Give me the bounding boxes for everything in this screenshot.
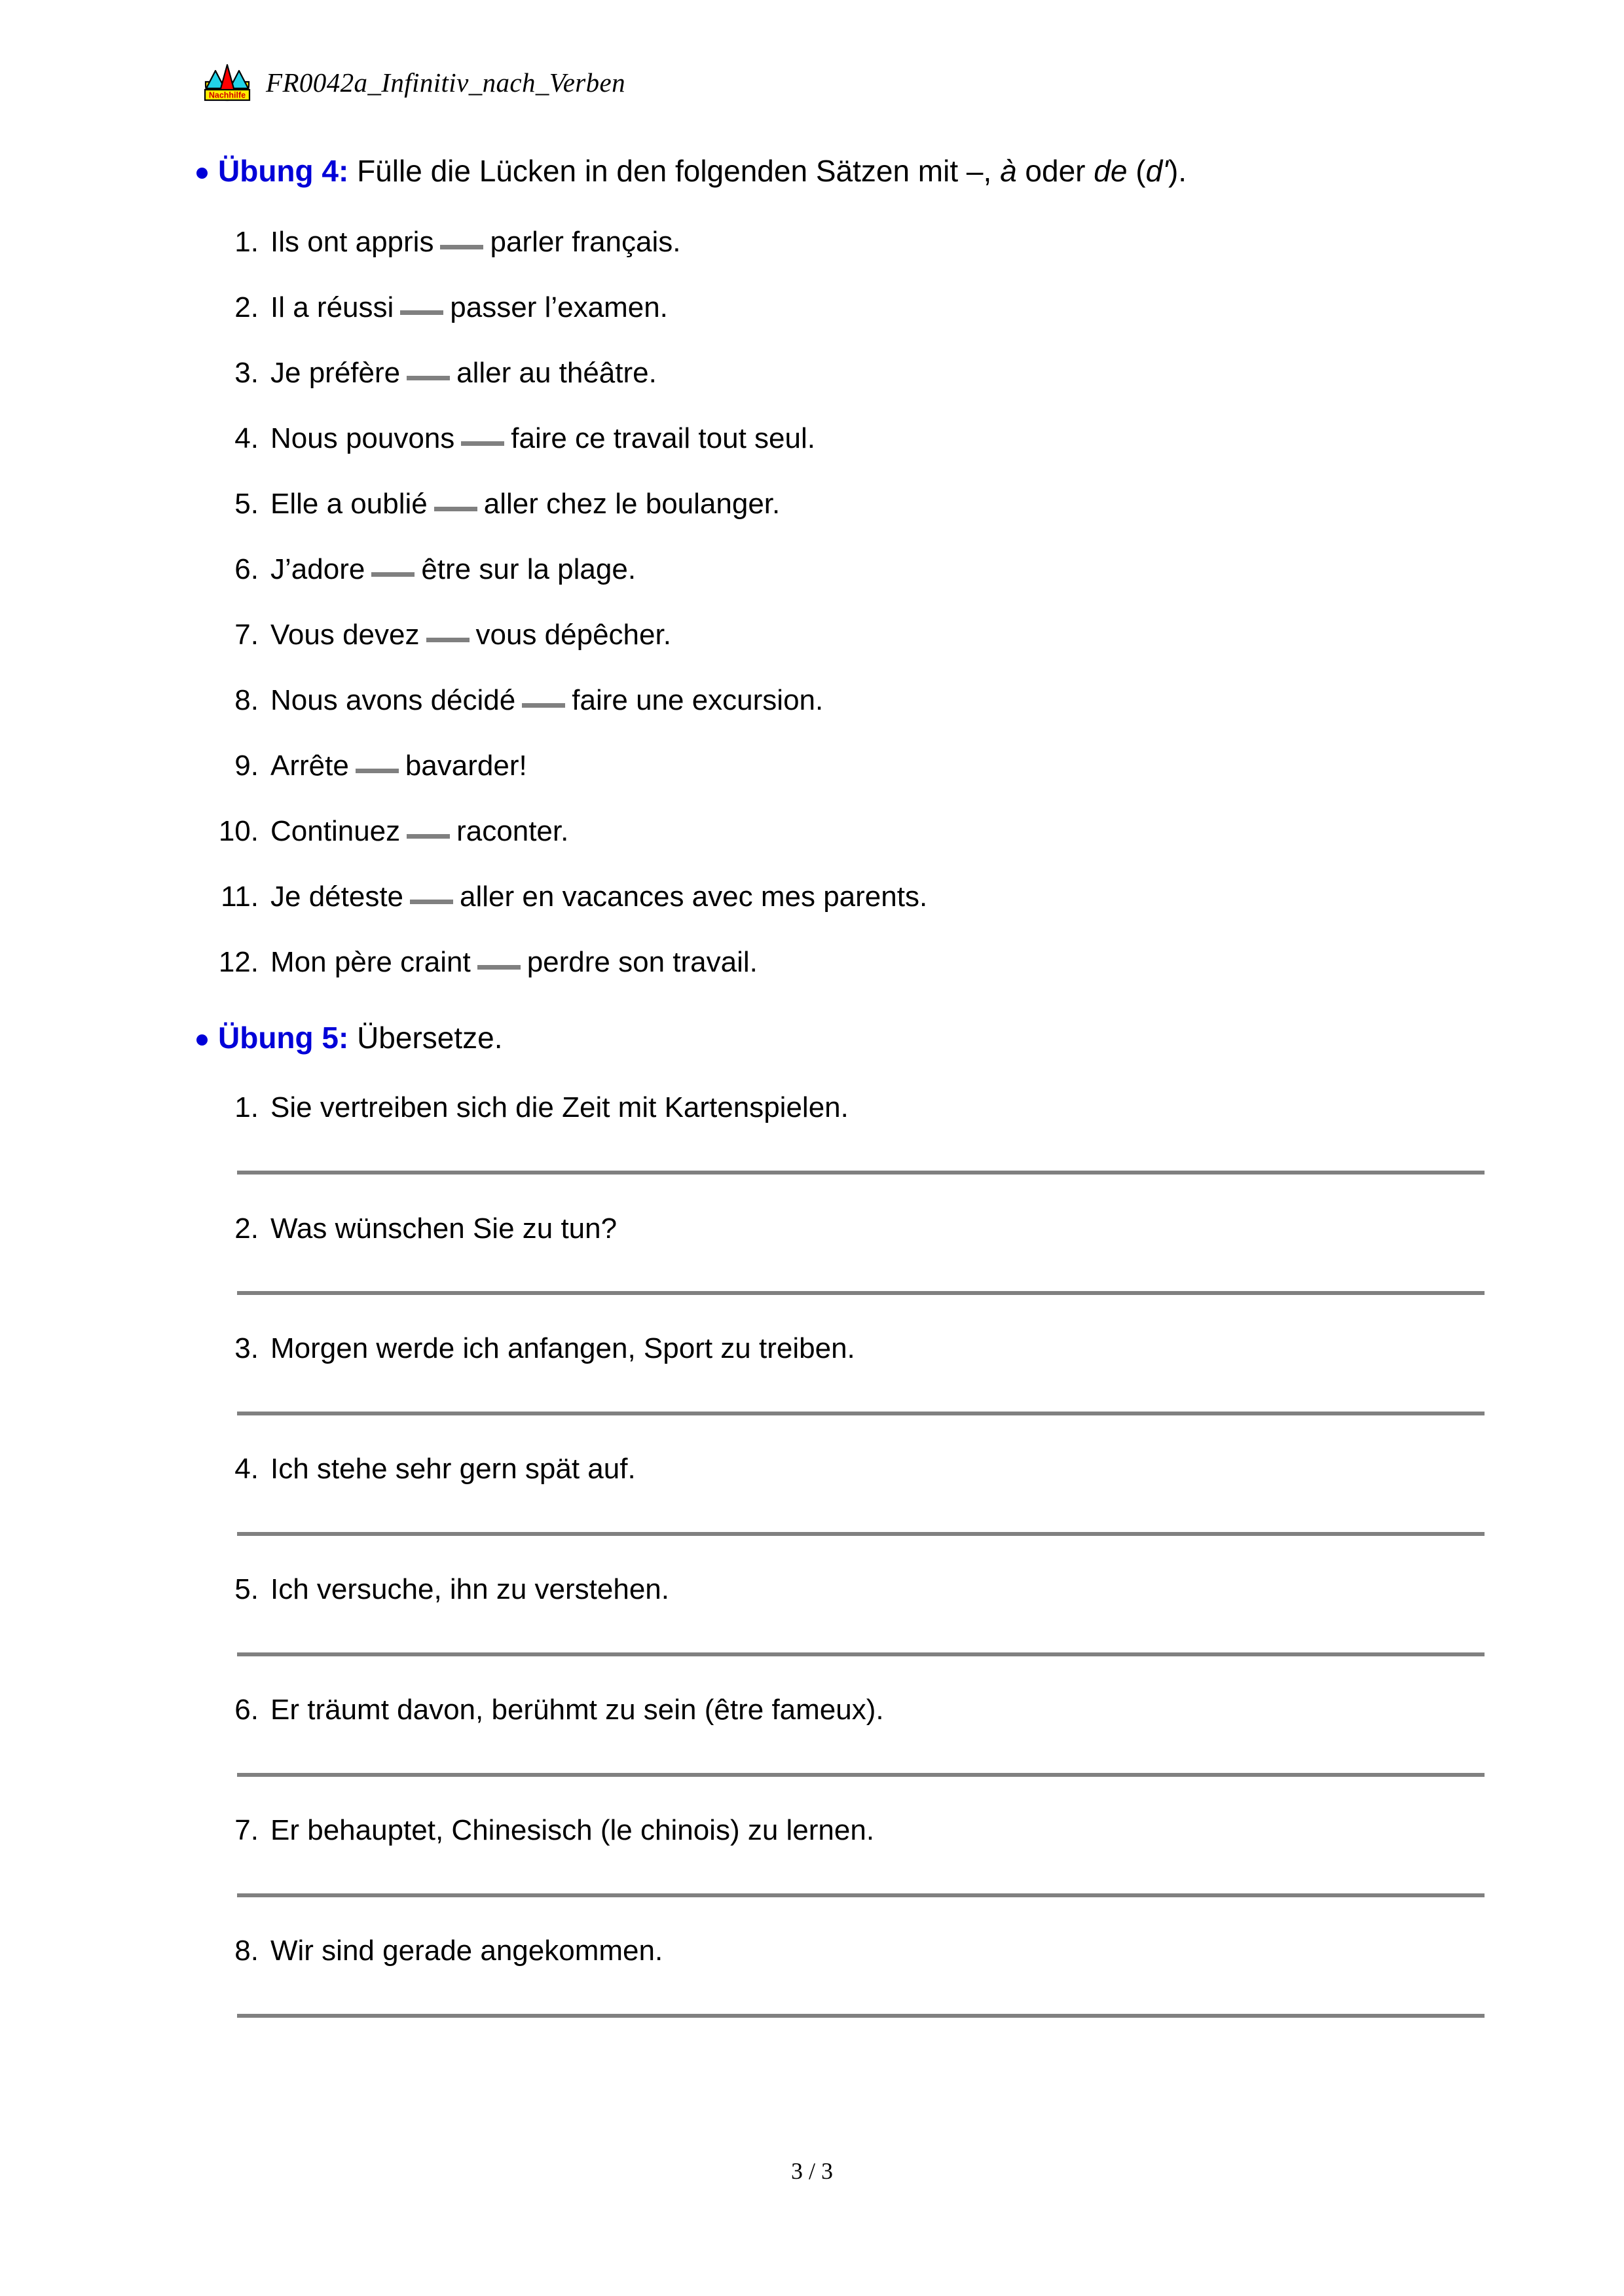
answer-line[interactable] [237,1532,1485,1536]
exercise-4-instruction-part-1: Fülle die Lücken in den folgenden Sätzen mit –, [357,154,1001,188]
item-text-before: J’adore [270,553,365,585]
item-number: 6. [234,553,259,585]
item-text-after: passer l’examen. [450,291,668,323]
exercise-5-item [196,1334,1506,1363]
exercise-4-item [183,359,1493,388]
item-number: 11. [221,881,259,913]
item-text-after: faire une excursion. [572,684,824,716]
exercise-4-item [183,817,1493,846]
exercise-5-item [196,1937,1506,1965]
exercise-4-instruction-part-2: oder [1016,154,1094,188]
exercise-5-item [196,1816,1506,1845]
item-text-after: vous dépêcher. [475,619,671,651]
item-text: Er träumt davon, berühmt zu sein (être fameux). [270,1694,884,1726]
exercise-4-instruction-italic-3: d' [1145,154,1168,188]
item-number: 6. [234,1694,259,1726]
item-number: 5. [234,488,259,520]
item-number: 4. [234,1453,259,1485]
answer-line[interactable] [237,2014,1485,2018]
item-text-before: Nous pouvons [270,422,455,454]
item-text-after: être sur la plage. [421,553,637,585]
exercise-4-item [183,293,1493,322]
exercise-4-item [183,621,1493,649]
exercise-4-item [183,228,1493,257]
item-number: 10. [218,815,259,847]
answer-blank[interactable] [371,572,415,577]
item-number: 8. [234,684,259,716]
item-text-after: raconter. [456,815,569,847]
item-text-before: Je préfère [270,357,401,389]
item-text-before: Vous devez [270,619,420,651]
exercise-4-instruction-part-3: ( [1127,154,1146,188]
item-text-after: aller au théâtre. [456,357,657,389]
exercise-5-item [196,1214,1506,1243]
item-number: 1. [234,1091,259,1123]
document-title: FR0042a_Infinitiv_nach_Verben [266,67,626,98]
item-text: Ich versuche, ihn zu verstehen. [270,1573,669,1605]
answer-line[interactable] [237,1652,1485,1656]
item-text-after: bavarder! [405,750,527,782]
nachhilfe-logo-icon [203,62,251,103]
answer-blank[interactable] [461,441,504,446]
exercise-4-item [183,752,1493,780]
answer-line[interactable] [237,1412,1485,1415]
exercise-4-instruction-part-4: ). [1168,154,1187,188]
exercise-4-item [183,883,1493,911]
exercise-5-item [196,1455,1506,1484]
exercise-4-item [183,424,1493,453]
item-number: 4. [234,422,259,454]
exercise-5-item [196,1093,1506,1122]
exercise-4-item [183,686,1493,715]
item-text-after: aller en vacances avec mes parents. [460,881,928,913]
exercise-5-heading [196,1023,503,1053]
exercise-4-instruction-italic-1: à [1000,154,1017,188]
exercise-5-item [196,1575,1506,1604]
item-text-before: Il a réussi [270,291,394,323]
answer-blank[interactable] [426,638,470,642]
exercise-4-item [183,948,1493,977]
exercise-4-item [183,555,1493,584]
item-number: 2. [234,291,259,323]
item-text-before: Continuez [270,815,401,847]
item-text-before: Nous avons décidé [270,684,516,716]
answer-blank[interactable] [407,376,450,380]
svg-text:Nachhilfe: Nachhilfe [208,90,246,100]
item-text-before: Elle a oublié [270,488,428,520]
exercise-4-label: Übung 4: [218,154,349,188]
exercise-5-item [196,1696,1506,1724]
answer-blank[interactable] [356,769,399,773]
item-text: Er behauptet, Chinesisch (le chinois) zu lernen. [270,1814,875,1846]
answer-blank[interactable] [407,834,450,839]
item-text-before: Ils ont appris [270,226,434,258]
item-text-after: perdre son travail. [526,946,758,978]
item-text-before: Mon père craint [270,946,471,978]
item-number: 1. [234,226,259,258]
answer-blank[interactable] [410,900,453,904]
page-number: 3 / 3 [790,2158,833,2184]
item-text: Was wünschen Sie zu tun? [270,1212,618,1245]
item-text-before: Je déteste [270,881,404,913]
item-text: Morgen werde ich anfangen, Sport zu treiben. [270,1332,855,1364]
answer-blank[interactable] [400,310,443,315]
item-text: Wir sind gerade angekommen. [270,1935,663,1967]
item-text-after: faire ce travail tout seul. [511,422,815,454]
item-number: 9. [234,750,259,782]
answer-blank[interactable] [477,965,521,970]
exercise-5-label: Übung 5: [218,1021,349,1055]
item-number: 5. [234,1573,259,1605]
item-number: 2. [234,1212,259,1245]
document-header [203,62,625,103]
bullet-icon [196,1034,208,1046]
item-number: 8. [234,1935,259,1967]
exercise-4-item [183,490,1493,519]
exercise-5-instruction: Übersetze. [357,1021,503,1055]
answer-line[interactable] [237,1893,1485,1897]
item-text: Sie vertreiben sich die Zeit mit Kartenspielen. [270,1091,849,1123]
exercise-4-instruction-italic-2: de [1094,154,1128,188]
item-text-before: Arrête [270,750,349,782]
item-text-after: aller chez le boulanger. [483,488,781,520]
answer-blank[interactable] [440,245,483,249]
item-number: 3. [234,357,259,389]
answer-line[interactable] [237,1773,1485,1777]
bullet-icon [196,168,208,179]
answer-line[interactable] [237,1291,1485,1295]
item-text: Ich stehe sehr gern spät auf. [270,1453,636,1485]
exercise-4-heading [196,156,1187,186]
item-number: 3. [234,1332,259,1364]
answer-blank[interactable] [522,703,565,708]
item-number: 7. [234,1814,259,1846]
item-number: 7. [234,619,259,651]
answer-line[interactable] [237,1171,1485,1175]
item-text-after: parler français. [490,226,681,258]
item-number: 12. [218,946,259,978]
answer-blank[interactable] [434,507,477,511]
